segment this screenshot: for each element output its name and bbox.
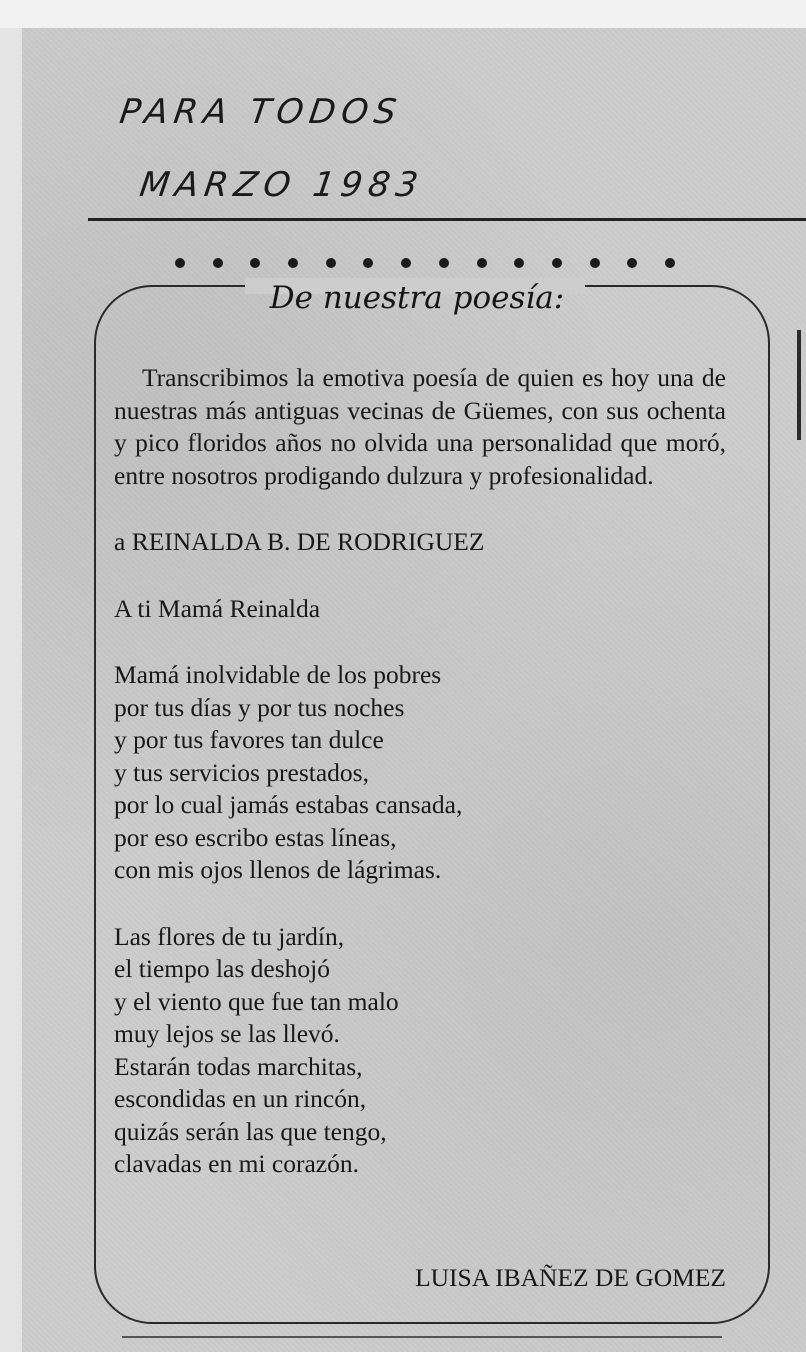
poem-line: clavadas en mi corazón. <box>114 1149 359 1178</box>
intro-paragraph: Transcribimos la emotiva poesía de quien es hoy una de nuestras más antiguas vecinas de Güemes, con sus ochenta y pico floridos años no olvida una personalidad que moró, entre nosotros prodigando dulzura y profesionalidad. <box>114 363 726 490</box>
poem-line: por eso escribo estas líneas, <box>114 822 397 852</box>
dot-icon <box>514 258 524 268</box>
dot-ornament <box>175 252 675 274</box>
handwritten-publication: PARA TODOS <box>117 92 405 132</box>
header-rule <box>88 218 806 221</box>
dot-icon <box>250 258 260 268</box>
poem-line: con mis ojos llenos de lágrimas. <box>114 855 442 884</box>
footer-rule <box>122 1336 722 1338</box>
poem-line: por lo cual jamás estabas cansada, <box>114 790 463 819</box>
article-title: De nuestra poesía: <box>269 280 565 316</box>
stanza-1 <box>114 659 726 887</box>
poem-line: quizás serán las que tengo, <box>114 1116 387 1146</box>
handwritten-date: MARZO 1983 <box>137 165 427 205</box>
poem-line: el tiempo las deshojó <box>114 954 331 983</box>
adjacent-column-edge <box>797 330 801 440</box>
dedication: a REINALDA B. DE RODRIGUEZ <box>114 527 485 556</box>
poem-line: por tus días y por tus noches <box>114 692 405 722</box>
dot-icon <box>363 258 373 268</box>
poem-line: y tus servicios prestados, <box>114 757 369 787</box>
poem-line: y por tus favores tan dulce <box>114 725 384 754</box>
dot-icon <box>439 258 449 268</box>
dot-icon <box>665 258 675 268</box>
poem-author: LUISA IBAÑEZ DE GOMEZ <box>415 1263 726 1292</box>
stanza-2 <box>114 921 726 1181</box>
dot-icon <box>552 258 562 268</box>
dot-icon <box>175 258 185 268</box>
poem-line: Mamá inolvidable de los pobres <box>114 660 442 689</box>
dot-icon <box>326 258 336 268</box>
scan-left-margin <box>0 28 22 1352</box>
dot-icon <box>401 258 411 268</box>
dot-icon <box>627 258 637 268</box>
dot-icon <box>213 258 223 268</box>
dot-icon <box>590 258 600 268</box>
poem-line: y el viento que fue tan malo <box>114 986 399 1016</box>
poem-line: Las flores de tu jardín, <box>114 921 345 951</box>
dot-icon <box>288 258 298 268</box>
poem-line: escondidas en un rincón, <box>114 1084 367 1113</box>
poem-title: A ti Mamá Reinalda <box>114 593 321 623</box>
poem-line: Estarán todas marchitas, <box>114 1051 363 1081</box>
poem-line: muy lejos se las llevó. <box>114 1019 340 1048</box>
article-body <box>114 362 726 1181</box>
dot-icon <box>477 258 487 268</box>
scan-top-margin <box>0 0 806 28</box>
